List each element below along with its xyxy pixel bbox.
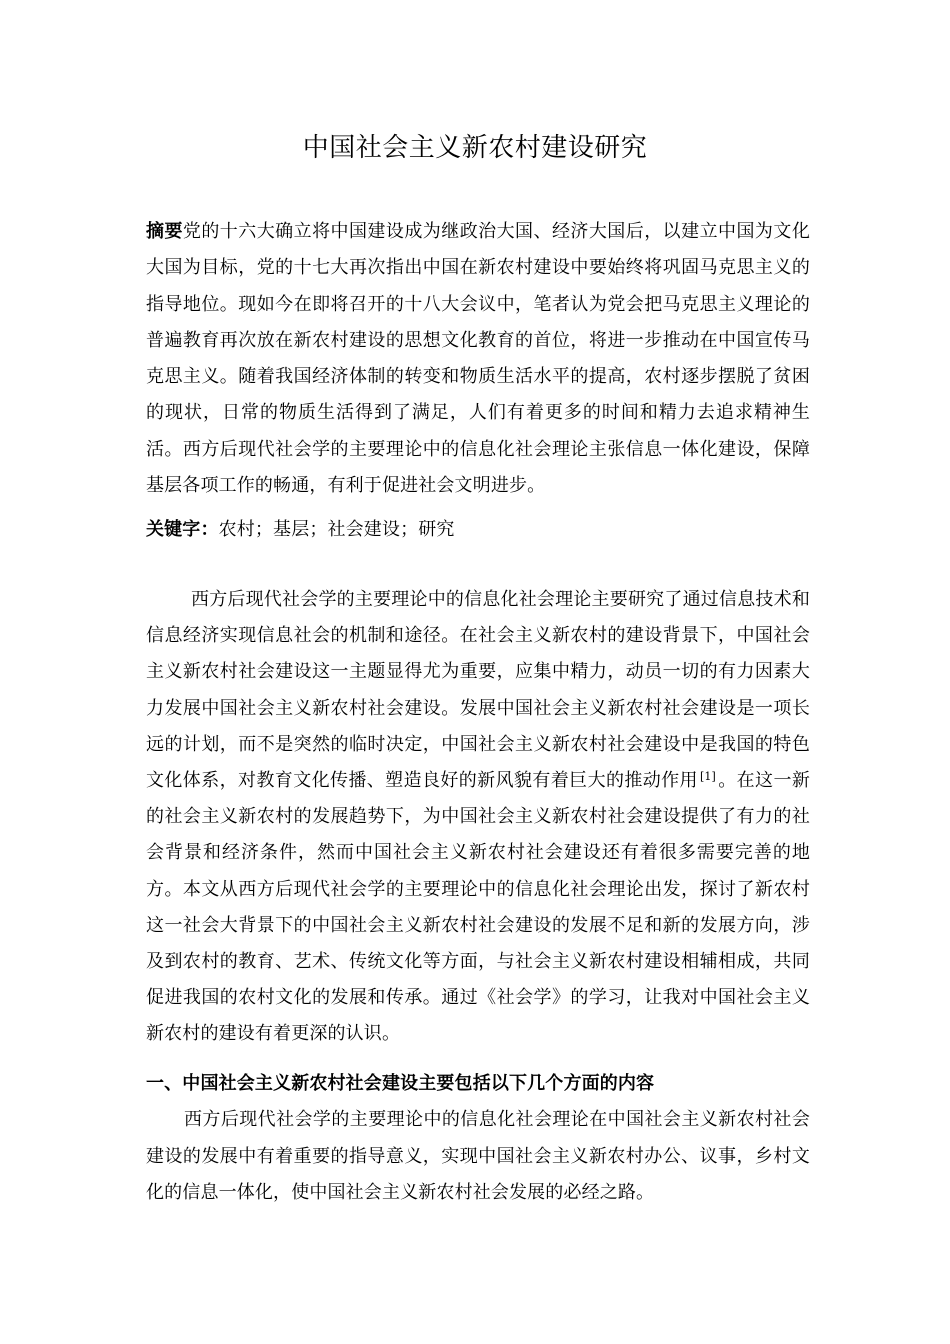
abstract-paragraph: [146, 214, 810, 504]
section-paragraph: 西方后现代社会学的主要理论中的信息化社会理论在中国社会主义新农村社会建设的发展中有着重要的指导意义，实现中国社会主义新农村办公、议事，乡村文化的信息一体化，使中国社会主义新农村社会发展的必经之路。: [146, 1109, 810, 1203]
intro-text-part-1: 西方后现代社会学的主要理论中的信息化社会理论主要研究了通过信息技术和信息经济实现信息社会的机制和途径。在社会主义新农村的建设背景下，中国社会主义新农村社会建设这一主题显得尤为重要，应集中精力，动员一切的有力因素大力发展中国社会主义新农村社会建设。发展中国社会主义新农村社会建设是一项长远的计划，而不是突然的临时决定，中国社会主义新农村社会建设中是我国的特色文化体系，对教育文化传播、塑造良好的新风貌有着巨大的推动作用: [146, 589, 810, 792]
keywords-label: 关键字：: [146, 519, 219, 540]
abstract-label: 摘要: [146, 221, 183, 242]
keywords-line: [146, 512, 810, 548]
abstract-text: 党的十六大确立将中国建设成为继政治大国、经济大国后，以建立中国为文化大国为目标，党的十七大再次指出中国在新农村建设中要始终将巩固马克思主义的指导地位。现如今在即将召开的十八大会议中，笔者认为党会把马克思主义理论的普遍教育再次放在新农村建设的思想文化教育的首位，将进一步推动在中国宣传马克思主义。随着我国经济体制的转变和物质生活水平的提高，农村逐步摆脱了贫困的现状，日常的物质生活得到了满足，人们有着更多的时间和精力去追求精神生活。西方后现代社会学的主要理论中的信息化社会理论主张信息一体化建设，保障基层各项工作的畅通，有利于促进社会文明进步。: [146, 221, 810, 497]
intro-paragraph: [146, 582, 810, 1053]
intro-text-part-2: 。在这一新的社会主义新农村的发展趋势下，为中国社会主义新农村社会建设提供了有力的社会背景和经济条件，然而中国社会主义新农村社会建设还有着很多需要完善的地方。本文从西方后现代社会学的主要理论中的信息化社会理论出发，探讨了新农村这一社会大背景下的中国社会主义新农村社会建设的发展不足和新的发展方向，涉及到农村的教育、艺术、传统文化等方面，与社会主义新农村建设相辅相成，共同促进我国的农村文化的发展和传承。通过《社会学》的学习，让我对中国社会主义新农村的建设有着更深的认识。: [146, 770, 811, 1045]
keywords-text: 农村；基层；社会建设；研究: [218, 519, 455, 540]
section-heading: 一、中国社会主义新农村社会建设主要包括以下几个方面的内容: [146, 1073, 655, 1094]
citation-marker: [1]: [699, 770, 717, 784]
document-title: 中国社会主义新农村建设研究: [302, 133, 648, 163]
